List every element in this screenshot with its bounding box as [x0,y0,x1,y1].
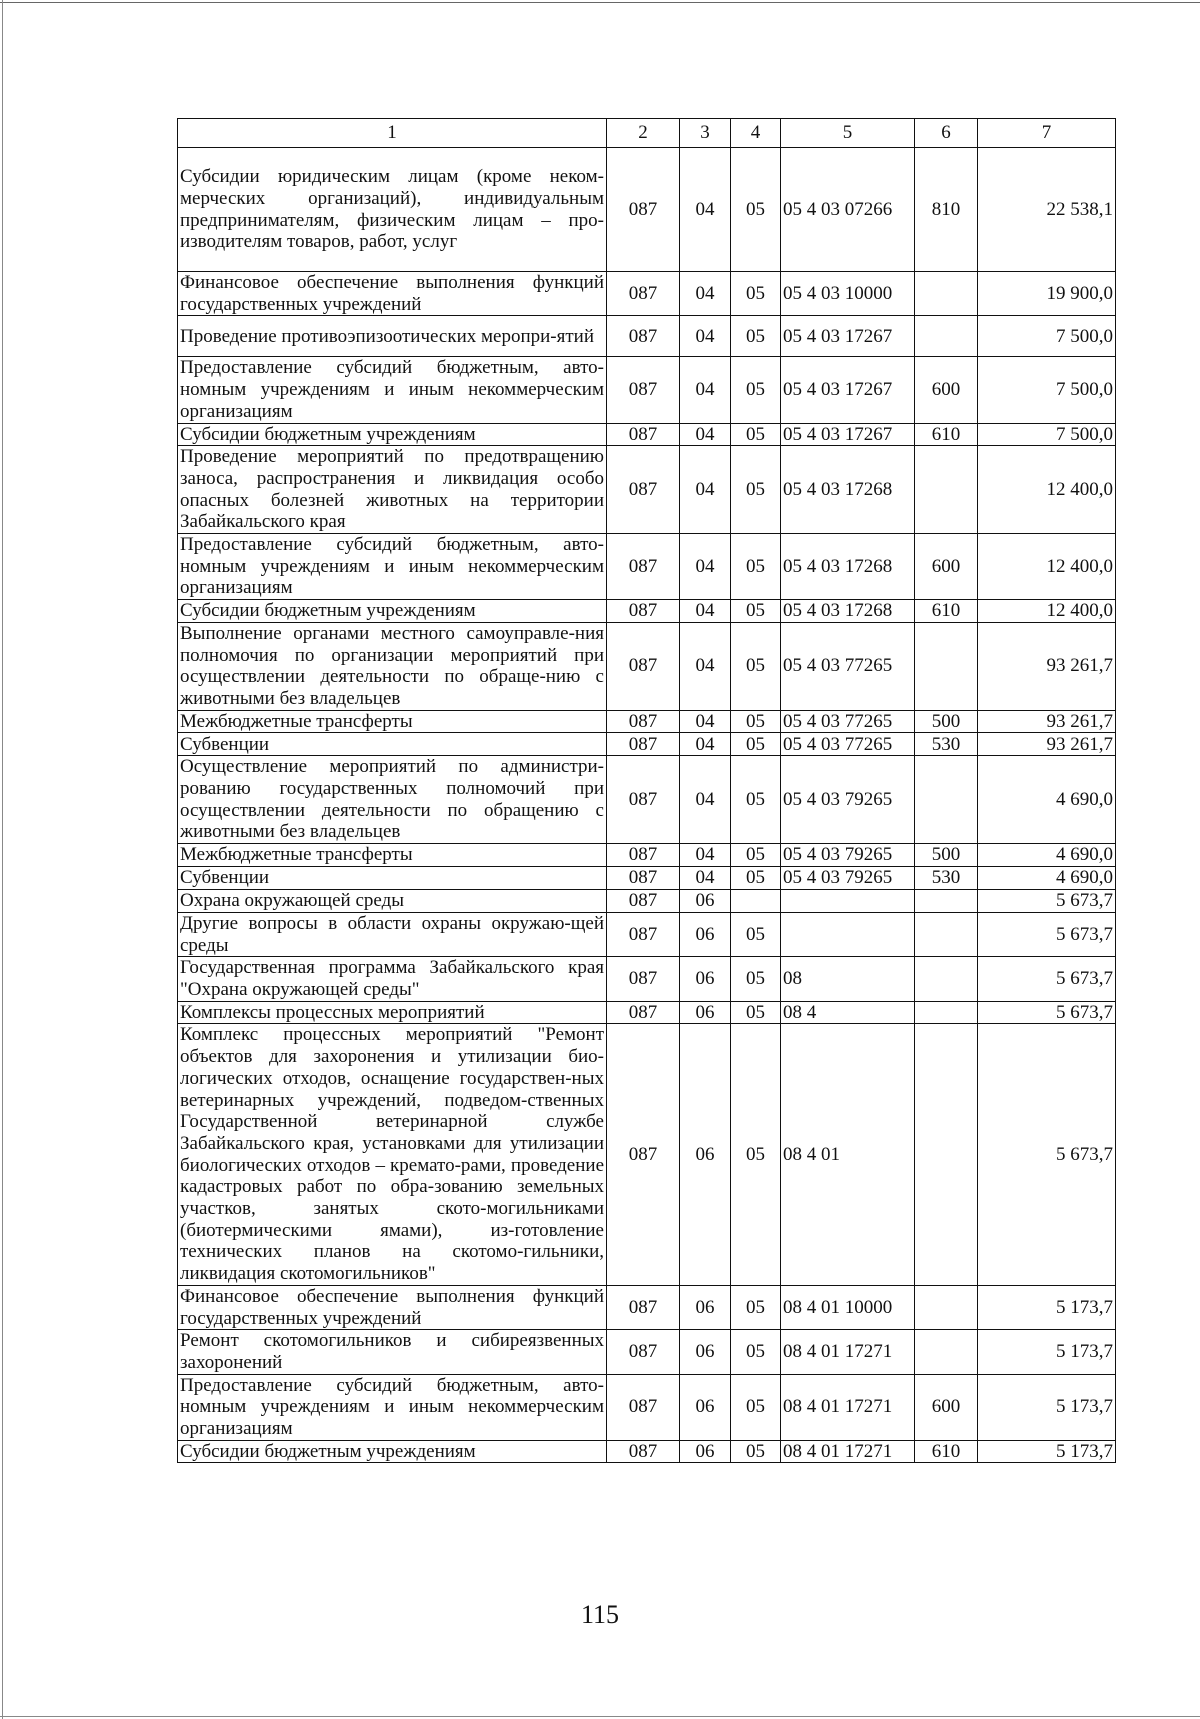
target-article-cell: 05 4 03 79265 [781,844,915,867]
table-row [178,912,1116,956]
target-article-cell: 05 4 03 77265 [781,733,915,756]
page-number: 115 [580,1600,620,1629]
subsection-code-cell: 05 [731,756,781,844]
table-row [178,957,1116,1001]
amount-cell: 4 690,0 [978,866,1116,889]
table-row [178,1374,1116,1440]
table-row [178,423,1116,446]
subsection-code-cell: 05 [731,423,781,446]
target-article-cell: 08 4 01 10000 [781,1285,915,1329]
target-article-cell: 08 4 01 [781,1024,915,1285]
subsection-code-cell: 05 [731,600,781,623]
subsection-code-cell: 05 [731,710,781,733]
header-cell: 2 [607,119,680,148]
ved-code-cell: 087 [607,710,680,733]
ved-code-cell: 087 [607,423,680,446]
row-name-cell: Предоставление субсидий бюджетным, авто-номным учреждениям и иным некоммерческим организациям [178,534,607,600]
row-name-cell: Охрана окружающей среды [178,889,607,912]
subsection-code-cell: 05 [731,957,781,1001]
section-code-cell: 04 [680,710,731,733]
scan-edge-top [0,2,1200,3]
expense-type-cell: 530 [915,866,978,889]
ved-code-cell: 087 [607,733,680,756]
target-article-cell: 05 4 03 17267 [781,316,915,357]
expense-type-cell: 500 [915,844,978,867]
section-code-cell: 04 [680,272,731,316]
target-article-cell [781,912,915,956]
subsection-code-cell: 05 [731,1024,781,1285]
row-name-cell: Субсидии юридическим лицам (кроме неком-мерческих организаций), индивидуальным предпринимателям, физическим лицам – про-изводителям товаров, работ, услуг [178,148,607,272]
amount-cell: 12 400,0 [978,446,1116,534]
row-name-cell: Выполнение органами местного самоуправле-ния полномочия по организации мероприятий при осуществлении деятельности по обраще-нию с животными без владельцев [178,622,607,710]
target-article-cell: 05 4 03 17267 [781,423,915,446]
amount-cell: 5 173,7 [978,1285,1116,1329]
subsection-code-cell: 05 [731,622,781,710]
row-name-cell: Осуществление мероприятий по администри-рованию государственных полномочий при осуществлении деятельности по обращению с животными без владельцев [178,756,607,844]
amount-cell: 4 690,0 [978,844,1116,867]
table-row [178,600,1116,623]
amount-cell: 5 673,7 [978,957,1116,1001]
subsection-code-cell: 05 [731,912,781,956]
target-article-cell: 05 4 03 79265 [781,866,915,889]
subsection-code-cell: 05 [731,534,781,600]
subsection-code-cell: 05 [731,844,781,867]
ved-code-cell: 087 [607,889,680,912]
amount-cell: 5 173,7 [978,1330,1116,1374]
section-code-cell: 04 [680,600,731,623]
amount-cell: 22 538,1 [978,148,1116,272]
table-row [178,756,1116,844]
target-article-cell: 05 4 03 77265 [781,622,915,710]
row-name-cell: Финансовое обеспечение выполнения функций государственных учреждений [178,272,607,316]
expense-type-cell [915,912,978,956]
row-name-cell: Финансовое обеспечение выполнения функций государственных учреждений [178,1285,607,1329]
target-article-cell: 08 4 [781,1001,915,1024]
row-name-cell: Субвенции [178,866,607,889]
amount-cell: 5 173,7 [978,1440,1116,1463]
table-row [178,733,1116,756]
expense-type-cell: 530 [915,733,978,756]
row-name-cell: Субсидии бюджетным учреждениям [178,1440,607,1463]
ved-code-cell: 087 [607,1440,680,1463]
subsection-code-cell: 05 [731,272,781,316]
target-article-cell: 05 4 03 07266 [781,148,915,272]
subsection-code-cell: 05 [731,1374,781,1440]
expense-type-cell [915,1330,978,1374]
table-header-row [178,119,1116,148]
header-cell: 5 [781,119,915,148]
amount-cell: 12 400,0 [978,534,1116,600]
amount-cell: 5 673,7 [978,1001,1116,1024]
expense-type-cell [915,756,978,844]
row-name-cell: Комплексы процессных мероприятий [178,1001,607,1024]
table-row [178,1024,1116,1285]
amount-cell: 7 500,0 [978,423,1116,446]
target-article-cell: 08 4 01 17271 [781,1440,915,1463]
amount-cell: 5 673,7 [978,1024,1116,1285]
row-name-cell: Предоставление субсидий бюджетным, авто-номным учреждениям и иным некоммерческим организациям [178,1374,607,1440]
subsection-code-cell: 05 [731,1330,781,1374]
expense-type-cell: 610 [915,600,978,623]
section-code-cell: 06 [680,912,731,956]
table-row [178,866,1116,889]
expense-type-cell [915,889,978,912]
subsection-code-cell: 05 [731,148,781,272]
ved-code-cell: 087 [607,622,680,710]
expense-type-cell [915,622,978,710]
expense-type-cell [915,316,978,357]
amount-cell: 5 173,7 [978,1374,1116,1440]
amount-cell: 93 261,7 [978,733,1116,756]
row-name-cell: Ремонт скотомогильников и сибиреязвенных захоронений [178,1330,607,1374]
target-article-cell: 08 4 01 17271 [781,1330,915,1374]
table-row [178,446,1116,534]
scan-edge-bottom [0,1716,1200,1717]
amount-cell: 93 261,7 [978,622,1116,710]
target-article-cell: 05 4 03 77265 [781,710,915,733]
subsection-code-cell: 05 [731,866,781,889]
ved-code-cell: 087 [607,957,680,1001]
section-code-cell: 06 [680,957,731,1001]
ved-code-cell: 087 [607,844,680,867]
target-article-cell: 05 4 03 10000 [781,272,915,316]
subsection-code-cell: 05 [731,357,781,423]
section-code-cell: 06 [680,1440,731,1463]
expense-type-cell [915,1001,978,1024]
ved-code-cell: 087 [607,357,680,423]
target-article-cell: 05 4 03 17267 [781,357,915,423]
section-code-cell: 06 [680,1285,731,1329]
target-article-cell: 05 4 03 79265 [781,756,915,844]
expense-type-cell: 600 [915,534,978,600]
expense-type-cell [915,1024,978,1285]
section-code-cell: 06 [680,1001,731,1024]
amount-cell: 7 500,0 [978,316,1116,357]
header-cell: 4 [731,119,781,148]
table-row [178,534,1116,600]
ved-code-cell: 087 [607,1024,680,1285]
section-code-cell: 04 [680,357,731,423]
ved-code-cell: 087 [607,1285,680,1329]
section-code-cell: 04 [680,733,731,756]
ved-code-cell: 087 [607,912,680,956]
ved-code-cell: 087 [607,446,680,534]
section-code-cell: 04 [680,866,731,889]
target-article-cell: 08 [781,957,915,1001]
row-name-cell: Государственная программа Забайкальского края "Охрана окружающей среды" [178,957,607,1001]
section-code-cell: 04 [680,423,731,446]
ved-code-cell: 087 [607,272,680,316]
row-name-cell: Проведение противоэпизоотических меропри-ятий [178,316,607,357]
document-page [177,118,1115,1463]
table-row [178,1285,1116,1329]
header-cell: 1 [178,119,607,148]
table-body [178,119,1116,1463]
table-row [178,148,1116,272]
table-row [178,710,1116,733]
amount-cell: 5 673,7 [978,889,1116,912]
amount-cell: 5 673,7 [978,912,1116,956]
target-article-cell: 05 4 03 17268 [781,600,915,623]
scan-edge-left [2,0,3,1719]
expense-type-cell: 610 [915,423,978,446]
budget-table [177,118,1116,1463]
ved-code-cell: 087 [607,534,680,600]
row-name-cell: Межбюджетные трансферты [178,710,607,733]
header-cell: 7 [978,119,1116,148]
row-name-cell: Другие вопросы в области охраны окружаю-щей среды [178,912,607,956]
section-code-cell: 04 [680,622,731,710]
subsection-code-cell: 05 [731,316,781,357]
expense-type-cell: 500 [915,710,978,733]
section-code-cell: 04 [680,316,731,357]
target-article-cell: 05 4 03 17268 [781,446,915,534]
section-code-cell: 04 [680,148,731,272]
row-name-cell: Межбюджетные трансферты [178,844,607,867]
expense-type-cell: 810 [915,148,978,272]
subsection-code-cell: 05 [731,446,781,534]
section-code-cell: 04 [680,534,731,600]
row-name-cell: Комплекс процессных мероприятий "Ремонт объектов для захоронения и утилизации био-логических отходов, оснащение государствен-ных ветеринарных учреждений, подведом-ственных Государственной ветеринарной службе Забайкальского края, установками для утилизации биологических отходов – кремато-рами, проведение кадастровых работ по обра-зованию земельных участков, занятых ското-могильниками (биотермическими ямами), из-готовление технических планов на скотомо-гильники, ликвидация скотомогильников" [178,1024,607,1285]
subsection-code-cell: 05 [731,1285,781,1329]
expense-type-cell [915,957,978,1001]
section-code-cell: 06 [680,1330,731,1374]
expense-type-cell [915,1285,978,1329]
table-row [178,844,1116,867]
amount-cell: 19 900,0 [978,272,1116,316]
expense-type-cell: 600 [915,1374,978,1440]
ved-code-cell: 087 [607,1374,680,1440]
table-row [178,622,1116,710]
subsection-code-cell: 05 [731,1001,781,1024]
expense-type-cell [915,446,978,534]
table-row [178,357,1116,423]
table-row [178,316,1116,357]
section-code-cell: 06 [680,1024,731,1285]
row-name-cell: Субсидии бюджетным учреждениям [178,600,607,623]
expense-type-cell: 600 [915,357,978,423]
header-cell: 3 [680,119,731,148]
section-code-cell: 06 [680,1374,731,1440]
amount-cell: 93 261,7 [978,710,1116,733]
target-article-cell: 05 4 03 17268 [781,534,915,600]
table-row [178,1330,1116,1374]
subsection-code-cell: 05 [731,1440,781,1463]
subsection-code-cell: 05 [731,733,781,756]
amount-cell: 12 400,0 [978,600,1116,623]
table-row [178,1440,1116,1463]
row-name-cell: Субвенции [178,733,607,756]
section-code-cell: 06 [680,889,731,912]
table-row [178,1001,1116,1024]
section-code-cell: 04 [680,756,731,844]
row-name-cell: Проведение мероприятий по предотвращению заноса, распространения и ликвидация особо опасных болезней животных на территории Забайкальского края [178,446,607,534]
section-code-cell: 04 [680,446,731,534]
header-cell: 6 [915,119,978,148]
row-name-cell: Субсидии бюджетным учреждениям [178,423,607,446]
ved-code-cell: 087 [607,316,680,357]
ved-code-cell: 087 [607,1001,680,1024]
section-code-cell: 04 [680,844,731,867]
ved-code-cell: 087 [607,1330,680,1374]
target-article-cell [781,889,915,912]
amount-cell: 7 500,0 [978,357,1116,423]
amount-cell: 4 690,0 [978,756,1116,844]
ved-code-cell: 087 [607,600,680,623]
expense-type-cell [915,272,978,316]
table-row [178,889,1116,912]
ved-code-cell: 087 [607,148,680,272]
target-article-cell: 08 4 01 17271 [781,1374,915,1440]
ved-code-cell: 087 [607,866,680,889]
ved-code-cell: 087 [607,756,680,844]
table-row [178,272,1116,316]
expense-type-cell: 610 [915,1440,978,1463]
row-name-cell: Предоставление субсидий бюджетным, авто-номным учреждениям и иным некоммерческим организациям [178,357,607,423]
subsection-code-cell [731,889,781,912]
